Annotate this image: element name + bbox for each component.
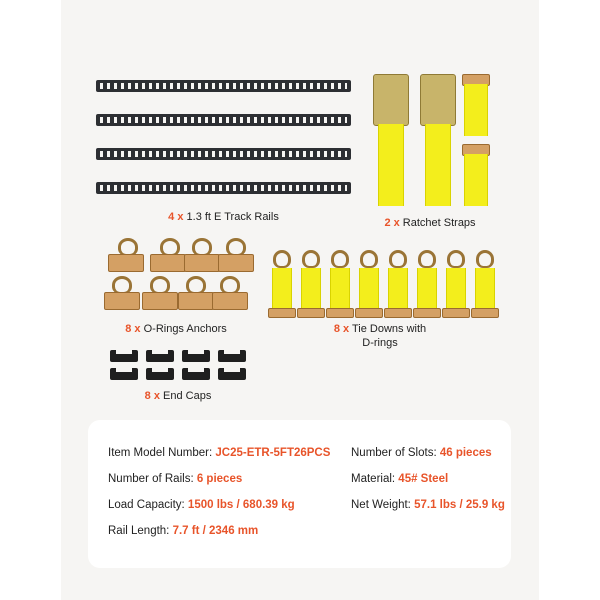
end-cap (218, 368, 246, 380)
tie-down-strap (388, 268, 408, 310)
anchor-fitting (218, 254, 254, 272)
spec-material (351, 473, 448, 485)
e-track-rail (96, 148, 351, 160)
spec-length-label: Rail Length: (108, 525, 173, 537)
endcaps-name: End Caps (163, 390, 212, 402)
spec-weight-value: 57.1 lbs / 25.9 kg (414, 499, 505, 511)
endcaps-caption (108, 389, 248, 403)
spec-slots-label: Number of Slots: (351, 447, 440, 459)
tiedowns-name-line1: Tie Downs with (351, 323, 427, 335)
tie-down-fitting (471, 308, 499, 318)
tie-down-fitting (268, 308, 296, 318)
anchor-fitting (184, 254, 220, 272)
spec-rails-label: Number of Rails: (108, 473, 197, 485)
strap-webbing (425, 124, 451, 206)
rails-qty: 4 x (168, 211, 184, 223)
specs-card (88, 420, 511, 568)
spec-model-label: Item Model Number: (108, 447, 216, 459)
anchor-fitting (104, 292, 140, 310)
spec-weight (351, 499, 505, 511)
strap-webbing (464, 154, 488, 206)
strap-webbing (464, 84, 488, 136)
strap-webbing (378, 124, 404, 206)
d-ring (447, 250, 465, 268)
spec-model (108, 447, 330, 459)
spec-length (108, 525, 258, 537)
anchor-fitting (150, 254, 186, 272)
rails-caption (96, 210, 351, 224)
spec-capacity (108, 499, 295, 511)
spec-rails-value: 6 pieces (196, 473, 243, 485)
end-cap (182, 368, 210, 380)
d-ring (418, 250, 436, 268)
end-cap (182, 350, 210, 362)
tie-down-strap (272, 268, 292, 310)
e-track-rail (96, 114, 351, 126)
tie-down-strap (446, 268, 466, 310)
orings-qty: 8 x (125, 323, 141, 335)
e-track-rail (96, 80, 351, 92)
tie-down-strap (301, 268, 321, 310)
tie-down-strap (475, 268, 495, 310)
anchor-fitting (212, 292, 248, 310)
anchor-fitting (178, 292, 214, 310)
tie-down-fitting (384, 308, 412, 318)
tie-down-fitting (355, 308, 383, 318)
ratchet-buckle (420, 74, 456, 126)
anchor-fitting (142, 292, 178, 310)
d-ring (476, 250, 494, 268)
spec-length-value: 7.7 ft / 2346 mm (172, 525, 259, 537)
end-cap (110, 368, 138, 380)
spec-material-value: 45# Steel (398, 473, 449, 485)
d-ring (302, 250, 320, 268)
e-track-rail (96, 182, 351, 194)
d-ring (360, 250, 378, 268)
d-ring (389, 250, 407, 268)
tiedowns-qty: 8 x (333, 323, 350, 335)
tie-down-fitting (413, 308, 441, 318)
straps-qty: 2 x (384, 217, 400, 229)
spec-model-value: JC25-ETR-5FT26PCS (215, 447, 331, 459)
tiedowns-caption (300, 322, 460, 350)
spec-slots (351, 447, 492, 459)
spec-material-label: Material: (351, 473, 399, 485)
straps-caption (370, 216, 490, 230)
rails-name: 1.3 ft E Track Rails (186, 211, 279, 223)
d-ring (273, 250, 291, 268)
spec-slots-value: 46 pieces (439, 447, 492, 459)
end-cap (146, 368, 174, 380)
anchor-fitting (108, 254, 144, 272)
spec-rails (108, 473, 242, 485)
ratchet-buckle (373, 74, 409, 126)
spec-capacity-label: Load Capacity: (108, 499, 188, 511)
endcaps-qty: 8 x (144, 390, 160, 402)
tiedowns-name-line2: D-rings (362, 337, 398, 349)
tie-down-strap (359, 268, 379, 310)
end-cap (110, 350, 138, 362)
orings-caption (96, 322, 256, 336)
tie-down-fitting (442, 308, 470, 318)
tie-down-fitting (326, 308, 354, 318)
tie-down-fitting (297, 308, 325, 318)
tie-down-strap (330, 268, 350, 310)
straps-name: Ratchet Straps (402, 217, 476, 229)
end-cap (146, 350, 174, 362)
spec-weight-label: Net Weight: (351, 499, 415, 511)
end-cap (218, 350, 246, 362)
tie-down-strap (417, 268, 437, 310)
d-ring (331, 250, 349, 268)
orings-name: O-Rings Anchors (143, 323, 227, 335)
spec-capacity-value: 1500 lbs / 680.39 kg (187, 499, 295, 511)
